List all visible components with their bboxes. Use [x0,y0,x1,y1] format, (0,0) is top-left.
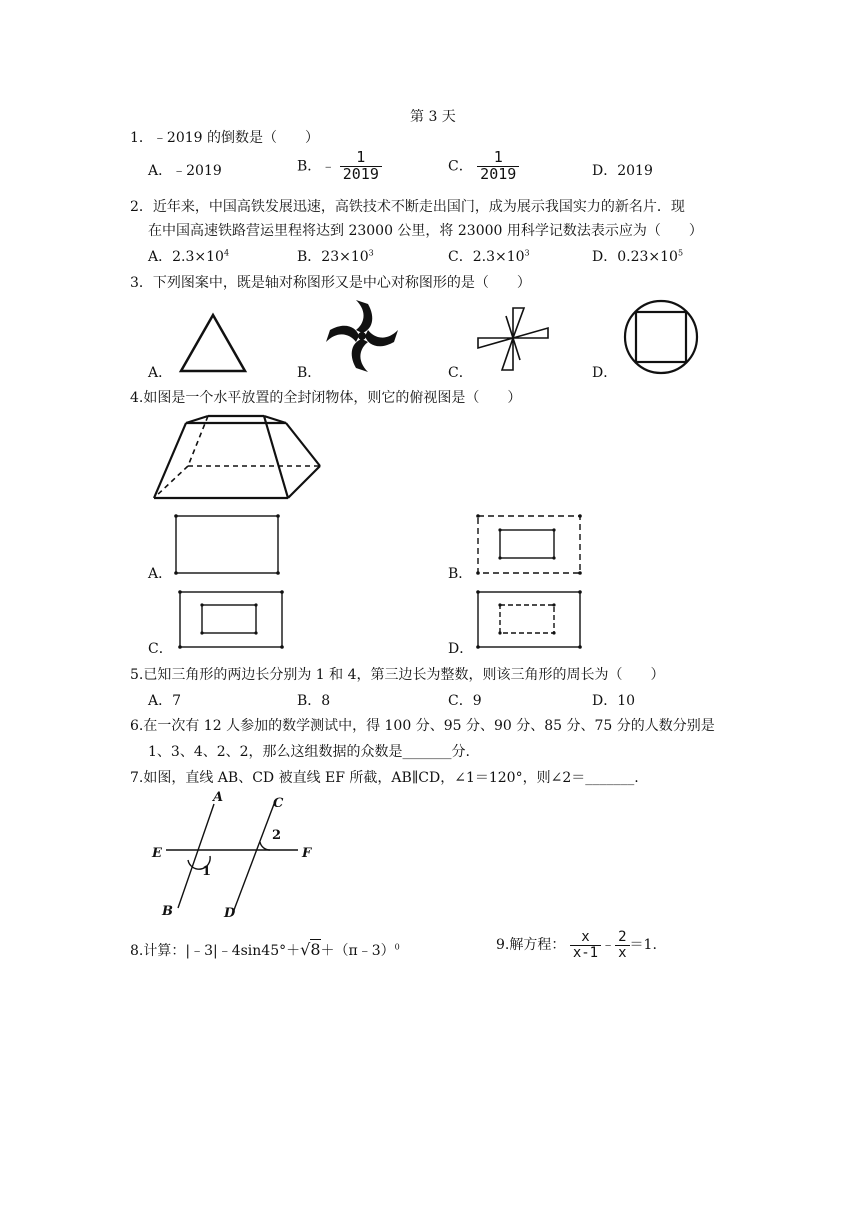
q1-a-text: ﹣2019 [172,163,222,179]
q7-label-f: F [302,846,312,861]
q2-c-label: C． [448,249,473,265]
q4-option-c-figure [178,590,284,650]
q2-d-base: 0.23×10 [617,249,678,265]
q9-prefix: 9.解方程： [496,937,566,954]
q9-minus: ﹣ [601,937,616,954]
q9-den2: x [618,944,627,961]
q2-a-base: 2.3×10 [172,249,224,265]
q9-fraction-2 [615,930,629,960]
q9-num1: x [570,930,601,946]
q4-d-label: D． [448,641,474,657]
q1-c-denominator: 2019 [480,164,517,183]
q8-radicand: 8 [310,940,321,959]
q2-d-exp: 5 [677,248,684,258]
q1-d-text: 2019 [617,163,653,179]
q6-line1: 6.在一次有 12 人参加的数学测试中，得 100 分、95 分、90 分、85 分、75 分的人数分别是 [130,718,715,734]
q5-b-text: 8 [321,693,331,709]
q2-line2: 在中国高速铁路营运里程将达到 23000 公里，将 23000 用科学记数法表示应为（ ） [148,223,703,239]
q6-line2: 1、3、4、2、2，那么这组数据的众数是_______分. [148,744,470,760]
q1-c-numerator: 1 [477,150,519,167]
q5-option-b [297,690,330,710]
q2-option-c [448,246,530,266]
q5-d-label: D． [592,693,618,709]
q9-tail: ＝1. [629,937,657,954]
q5-option-d [592,690,635,710]
q4-option-b-figure [476,514,582,576]
q8-expr-part2: ＋（π﹣3） [320,943,395,959]
q1-b-numerator: 1 [340,150,382,167]
q7-label-c: C [273,796,284,811]
q1-b-fraction [340,150,382,183]
q3-a-label: A． [148,365,173,381]
q2-b-base: 23×10 [321,249,369,265]
q9-equation [496,930,657,960]
q8-exponent: 0 [394,942,400,952]
q2-a-label: A． [148,249,173,265]
q5-a-label: A． [148,693,173,709]
q8-prefix: 8.计算： [130,943,186,959]
q9-den1: x-1 [572,944,599,961]
q1-c-fraction [477,150,519,183]
q3-d-label: D． [592,365,618,381]
q9-fraction-1 [570,930,601,960]
q7-label-a: A [213,790,224,805]
q1-d-label: D． [592,163,618,179]
q3-windmill-figure [476,302,550,374]
q5-d-text: 10 [617,693,636,709]
q5-stem: 5.已知三角形的两边长分别为 1 和 4，第三边长为整数，则该三角形的周长为（ ） [130,667,665,683]
q8-expression [130,940,400,960]
q3-stem: 3．下列图案中，既是轴对称图形又是中心对称图形的是（ ） [130,275,531,291]
q5-c-text: 9 [472,693,482,709]
q1-stem: 1．﹣2019 的倒数是（ ） [130,130,319,146]
q5-option-c [448,690,482,710]
q1-c-label: C． [448,158,473,175]
q8-root-sign: √ [300,940,311,959]
q2-d-label: D． [592,249,618,265]
q3-b-label: B． [297,365,322,381]
q3-circle-square-figure [622,298,700,376]
q2-b-label: B． [297,249,322,265]
q2-a-exp: 4 [223,248,230,258]
q3-c-label: C． [448,365,473,381]
q2-option-b [297,246,374,266]
q4-c-label: C． [148,641,173,657]
q8-sqrt [300,939,320,959]
q7-label-angle-1: 1 [202,864,212,879]
q2-c-exp: 3 [524,248,530,258]
q7-label-angle-2: 2 [272,828,282,843]
q5-b-label: B． [297,693,322,709]
q1-b-sign: ﹣ [321,158,336,175]
q3-pinwheel-figure [324,298,400,374]
q7-stem: 7.如图，直线 AB、CD 被直线 EF 所截，AB∥CD，∠1＝120°，则∠2＝_______. [130,770,639,786]
q2-c-base: 2.3×10 [472,249,525,265]
q7-label-b: B [162,904,173,919]
q1-option-c [448,150,519,183]
q3-triangle-figure [178,312,248,374]
q1-option-b [297,150,382,183]
q7-label-e: E [152,846,162,861]
q1-a-label: A． [148,163,173,179]
page-title: 第 3 天 [410,109,456,125]
q1-b-denominator: 2019 [342,164,379,183]
q7-label-d: D [224,906,236,921]
q4-option-d-figure [476,590,582,650]
q5-a-text: 7 [172,693,182,709]
q2-option-d [592,246,683,266]
q2-line1: 2．近年来，中国高铁发展迅速，高铁技术不断走出国门，成为展示我国实力的新名片．现 [130,199,685,215]
q4-a-label: A． [148,566,173,582]
q8-expr-part1: |﹣3|﹣4sin45°＋ [185,943,301,959]
q1-option-a [148,160,222,180]
q4-option-a-figure [174,514,280,576]
q1-option-d [592,160,653,180]
q4-stem: 4.如图是一个水平放置的全封闭物体，则它的俯视图是（ ） [130,390,522,406]
q9-num2: 2 [615,930,629,946]
q2-option-a [148,246,229,266]
q1-b-label: B． [297,158,322,175]
q5-c-label: C． [448,693,473,709]
q4-b-label: B． [448,566,473,582]
q5-option-a [148,690,181,710]
q4-trapezoidal-prism-figure [150,412,330,504]
q2-b-exp: 3 [368,248,374,258]
